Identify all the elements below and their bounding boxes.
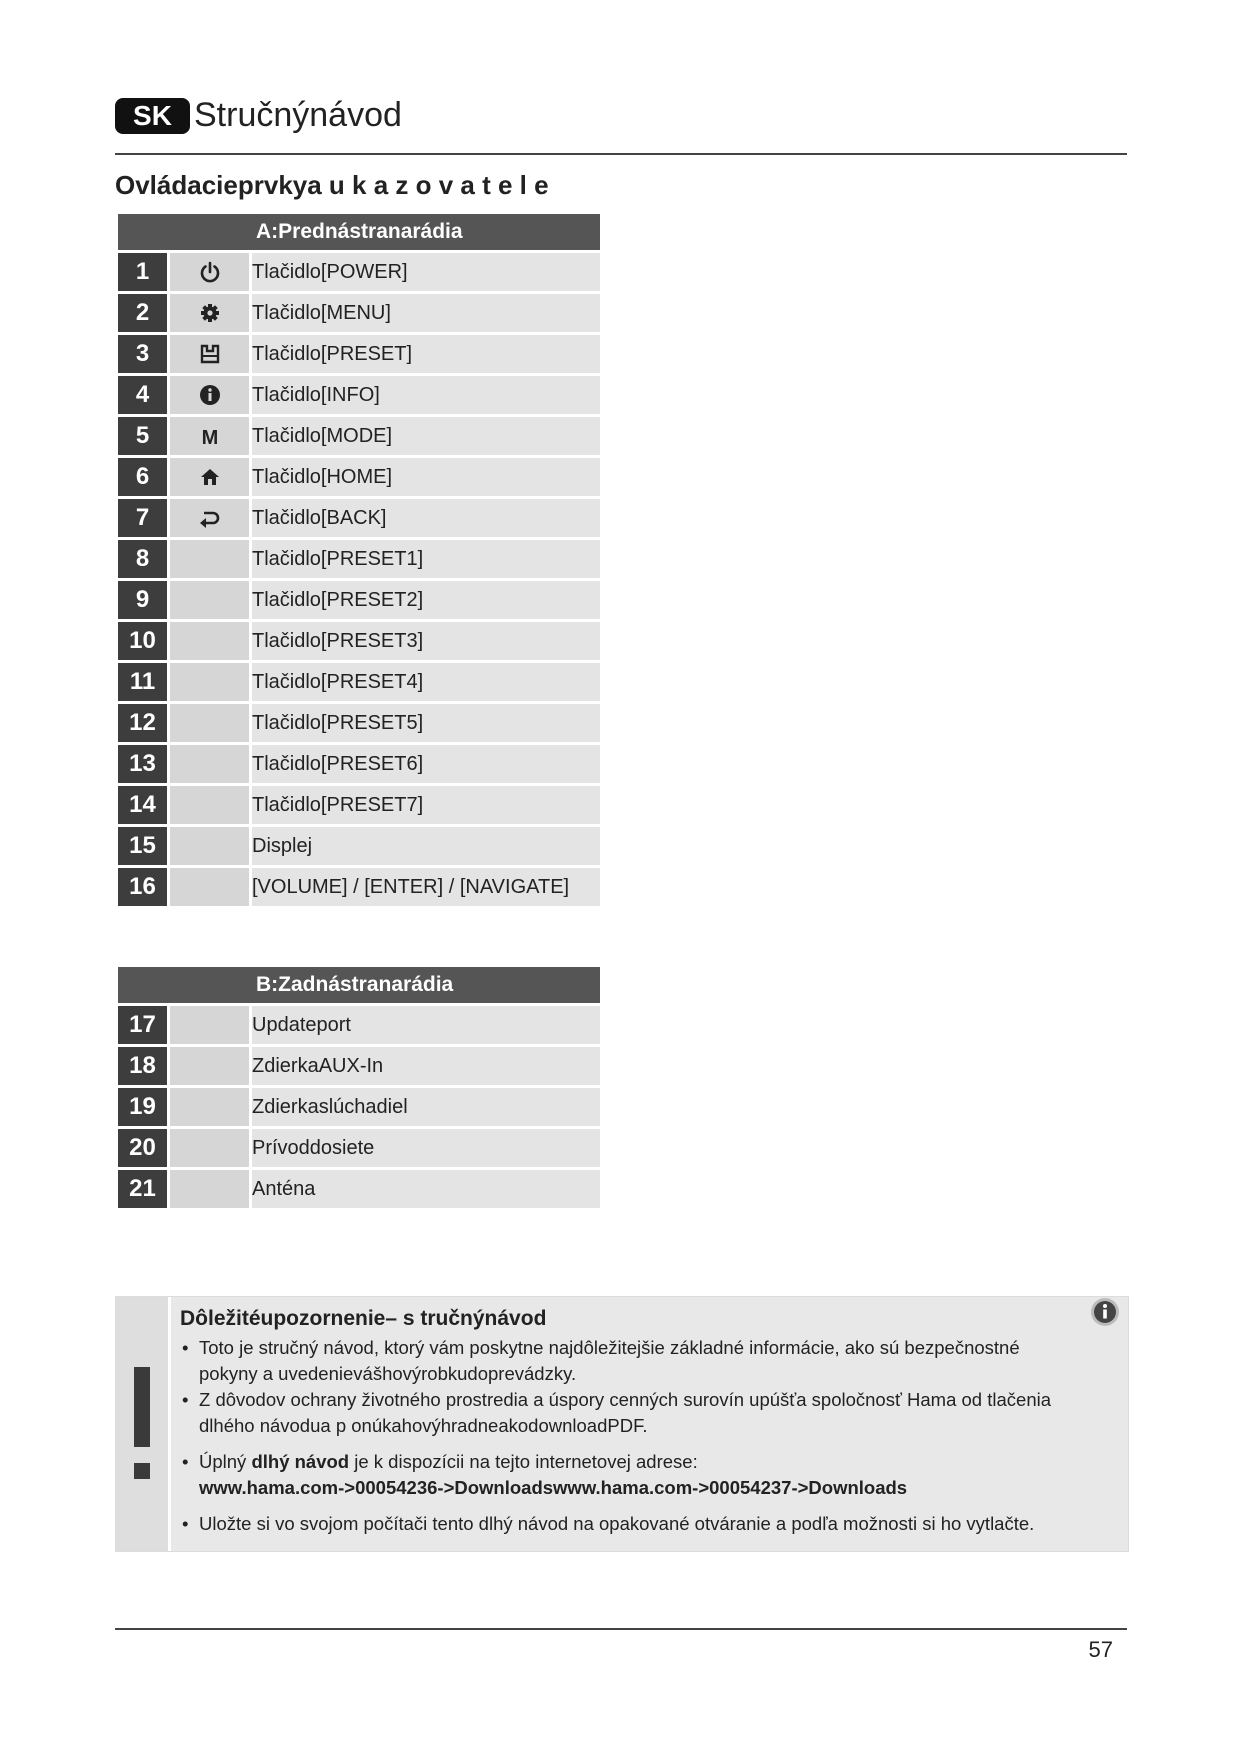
icon-cell (170, 581, 252, 619)
important-notice (115, 1296, 1129, 1552)
table-row (118, 458, 600, 496)
row-number: 14 (118, 786, 170, 824)
notice-title: Dôležitéupozornenie– s tručnýnávod (180, 1307, 547, 1330)
control-label: Tlačidlo[PRESET2] (252, 581, 600, 619)
icon-cell (170, 745, 252, 783)
control-label: Tlačidlo[PRESET] (252, 335, 600, 373)
icon-cell (170, 704, 252, 742)
row-number: 5 (118, 417, 170, 455)
table-row (118, 663, 600, 701)
icon-cell (170, 868, 252, 906)
page-title: Stručnýnávod (194, 96, 402, 134)
control-label: Displej (252, 827, 600, 865)
table-row (118, 540, 600, 578)
row-number: 8 (118, 540, 170, 578)
row-number: 10 (118, 622, 170, 660)
icon-cell (170, 663, 252, 701)
icon-cell (170, 1088, 252, 1126)
notice-bullet: • Toto je stručný návod, ktorý vám poskytne najdôležitejšie základné informácie, ako sú bezpečnostné pokyny a uvedenievášhovýrobkudoprevádzky. (180, 1335, 1080, 1387)
table-row (118, 1006, 600, 1044)
row-number: 6 (118, 458, 170, 496)
row-number: 2 (118, 294, 170, 332)
row-number: 12 (118, 704, 170, 742)
section-title: Ovládacieprvkya u k a z o v a t e l e (115, 170, 549, 200)
control-label: Tlačidlo[BACK] (252, 499, 600, 537)
language-badge: SK (115, 98, 190, 134)
table-row (118, 376, 600, 414)
row-number: 17 (118, 1006, 170, 1044)
icon-cell (170, 1047, 252, 1085)
table-row (118, 868, 600, 906)
back-controls-table (118, 964, 600, 1211)
control-label: Tlačidlo[PRESET6] (252, 745, 600, 783)
control-label: [VOLUME] / [ENTER] / [NAVIGATE] (252, 868, 600, 906)
gear-icon (170, 294, 252, 332)
back-arrow-icon (170, 499, 252, 537)
table-row (118, 827, 600, 865)
table-row (118, 499, 600, 537)
table-row (118, 704, 600, 742)
page-number: 57 (1088, 1637, 1113, 1662)
preset-save-icon (170, 335, 252, 373)
icon-cell (170, 1129, 252, 1167)
footer-divider (115, 1628, 1127, 1630)
control-label: ZdierkaAUX-In (252, 1047, 600, 1085)
notice-text: je k dispozícii na tejto internetovej adrese: (349, 1451, 698, 1472)
download-links: www.hama.com->00054236->Downloadswww.hama.com->00054237->Downloads (199, 1477, 908, 1498)
page-header (115, 96, 402, 135)
control-label: Tlačidlo[HOME] (252, 458, 600, 496)
table-row (118, 1047, 600, 1085)
table-row (118, 1088, 600, 1126)
table-row (118, 1170, 600, 1208)
row-number: 16 (118, 868, 170, 906)
notice-text: Úplný (199, 1451, 252, 1472)
control-label: Tlačidlo[INFO] (252, 376, 600, 414)
mode-m-icon (170, 417, 252, 455)
row-number: 19 (118, 1088, 170, 1126)
info-icon (170, 376, 252, 414)
table-row (118, 417, 600, 455)
row-number: 15 (118, 827, 170, 865)
control-label: Prívoddosiete (252, 1129, 600, 1167)
control-label: Updateport (252, 1006, 600, 1044)
control-label: Tlačidlo[PRESET7] (252, 786, 600, 824)
table-row (118, 622, 600, 660)
control-label: Tlačidlo[POWER] (252, 253, 600, 291)
table-row (118, 253, 600, 291)
table-row (118, 786, 600, 824)
row-number: 4 (118, 376, 170, 414)
front-table-title: A:Prednástranarádia (118, 214, 600, 250)
row-number: 7 (118, 499, 170, 537)
table-row (118, 294, 600, 332)
exclamation-icon (128, 1367, 156, 1487)
svg-text:M: M (201, 427, 218, 448)
notice-bullet (180, 1449, 1080, 1501)
front-controls-table (118, 211, 600, 909)
icon-cell (170, 1006, 252, 1044)
row-number: 9 (118, 581, 170, 619)
row-number: 21 (118, 1170, 170, 1208)
row-number: 11 (118, 663, 170, 701)
control-label: Zdierkaslúchadiel (252, 1088, 600, 1126)
notice-sidebar (116, 1297, 171, 1551)
notice-list (180, 1335, 1080, 1537)
row-number: 13 (118, 745, 170, 783)
control-label: Tlačidlo[PRESET1] (252, 540, 600, 578)
info-icon (1090, 1297, 1120, 1327)
notice-bullet: • Uložte si vo svojom počítači tento dlhý návod na opakované otváranie a podľa možnosti si ho vytlačte. (180, 1511, 1080, 1537)
control-label: Tlačidlo[PRESET4] (252, 663, 600, 701)
header-divider (115, 153, 1127, 155)
notice-emphasis: dlhý návod (251, 1451, 350, 1472)
control-label: Tlačidlo[MENU] (252, 294, 600, 332)
back-table-title: B:Zadnástranarádia (118, 967, 600, 1003)
control-label: Tlačidlo[PRESET5] (252, 704, 600, 742)
home-icon (170, 458, 252, 496)
control-label: Anténa (252, 1170, 600, 1208)
table-row (118, 745, 600, 783)
table-row (118, 1129, 600, 1167)
control-label: Tlačidlo[PRESET3] (252, 622, 600, 660)
icon-cell (170, 622, 252, 660)
icon-cell (170, 827, 252, 865)
notice-bullet: • Z dôvodov ochrany životného prostredia a úspory cenných surovín upúšťa spoločnosť Hama od tlačenia dlhého návodua p onúkahovýhradneakodownloadPDF. (180, 1387, 1080, 1439)
row-number: 1 (118, 253, 170, 291)
table-row (118, 581, 600, 619)
row-number: 18 (118, 1047, 170, 1085)
row-number: 20 (118, 1129, 170, 1167)
control-label: Tlačidlo[MODE] (252, 417, 600, 455)
icon-cell (170, 1170, 252, 1208)
table-row (118, 335, 600, 373)
row-number: 3 (118, 335, 170, 373)
power-icon (170, 253, 252, 291)
icon-cell (170, 540, 252, 578)
icon-cell (170, 786, 252, 824)
